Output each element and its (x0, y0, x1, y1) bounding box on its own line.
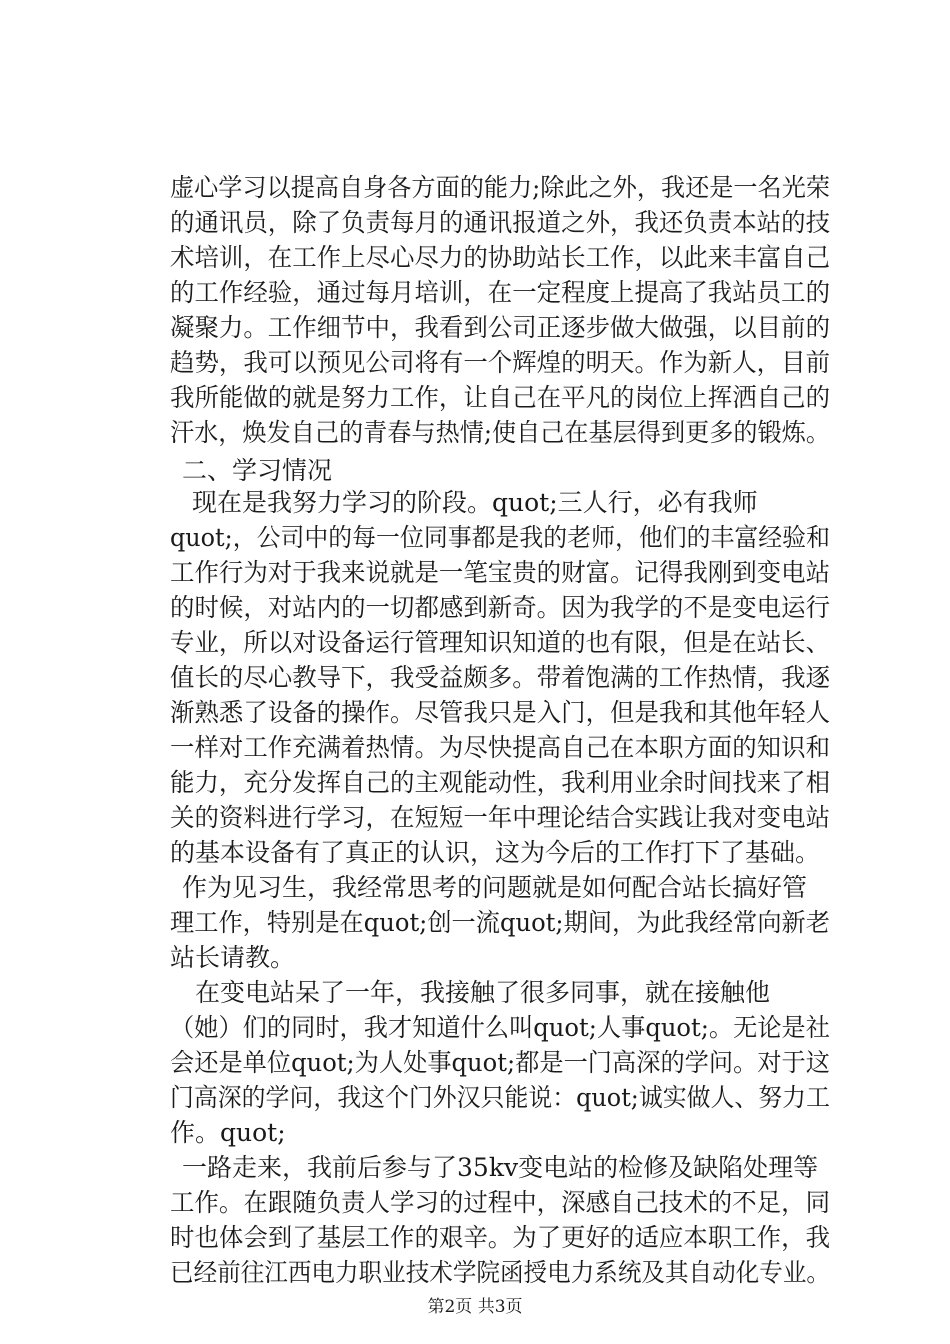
text-line: 在变电站呆了一年，我接触了很多同事，就在接触他 (195, 978, 771, 1007)
text-line: 的工作经验，通过每月培训，在一定程度上提高了我站员工的 (170, 278, 831, 307)
text-line: 关的资料进行学习，在短短一年中理论结合实践让我对变电站 (170, 803, 831, 832)
text-line: 虚心学习以提高自身各方面的能力;除此之外，我还是一名光荣 (170, 173, 830, 202)
text-line: 专业，所以对设备运行管理知识知道的也有限，但是在站长、 (170, 628, 831, 657)
text-line: 会还是单位quot;为人处事quot;都是一门高深的学问。对于这 (170, 1048, 831, 1077)
text-line: 的通讯员，除了负责每月的通讯报道之外，我还负责本站的技 (170, 208, 831, 237)
text-line: 一路走来，我前后参与了35kv变电站的检修及缺陷处理等 (182, 1153, 819, 1182)
text-line: 的时候，对站内的一切都感到新奇。因为我学的不是变电运行 (170, 593, 831, 622)
text-line: （她）们的同时，我才知道什么叫quot;人事quot;。无论是社 (170, 1013, 831, 1042)
text-line: 凝聚力。工作细节中，我看到公司正逐步做大做强，以目前的 (170, 313, 831, 342)
text-line: 汗水，焕发自己的青春与热情;使自己在基层得到更多的锻炼。 (170, 418, 830, 447)
text-line: quot;，公司中的每一位同事都是我的老师，他们的丰富经验和 (170, 523, 830, 552)
section-heading: 二、学习情况 (182, 456, 333, 485)
text-line: 一样对工作充满着热情。为尽快提高自己在本职方面的知识和 (170, 733, 831, 762)
text-line: 已经前往江西电力职业技术学院函授电力系统及其自动化专业。 (170, 1258, 830, 1287)
text-line: 理工作，特别是在quot;创一流quot;期间，为此我经常向新老 (170, 908, 831, 937)
text-line: 术培训，在工作上尽心尽力的协助站长工作，以此来丰富自己 (170, 243, 831, 272)
text-line: 能力，充分发挥自己的主观能动性，我利用业余时间找来了相 (170, 768, 831, 797)
text-line: 趋势，我可以预见公司将有一个辉煌的明天。作为新人，目前 (170, 348, 831, 377)
text-line: 值长的尽心教导下，我受益颇多。带着饱满的工作热情，我逐 (170, 663, 831, 692)
text-line: 工作。在跟随负责人学习的过程中，深感自己技术的不足，同 (170, 1188, 831, 1217)
text-line: 我所能做的就是努力工作，让自己在平凡的岗位上挥洒自己的 (170, 383, 831, 412)
text-line: 门高深的学问，我这个门外汉只能说：quot;诚实做人、努力工 (170, 1083, 830, 1112)
page-number-footer: 第2页 共3页 (427, 1297, 523, 1317)
text-line: 现在是我努力学习的阶段。quot;三人行，必有我师 (192, 488, 758, 517)
text-line: 作为见习生，我经常思考的问题就是如何配合站长搞好管 (182, 873, 808, 902)
text-line: 的基本设备有了真正的认识，这为今后的工作打下了基础。 (170, 838, 821, 867)
text-line: 作。quot; (170, 1118, 286, 1147)
text-line: 站长请教。 (170, 943, 296, 972)
text-line: 渐熟悉了设备的操作。尽管我只是入门，但是我和其他年轻人 (170, 698, 831, 727)
text-line: 时也体会到了基层工作的艰辛。为了更好的适应本职工作，我 (170, 1223, 831, 1252)
text-line: 工作行为对于我来说就是一笔宝贵的财富。记得我刚到变电站 (170, 558, 831, 587)
